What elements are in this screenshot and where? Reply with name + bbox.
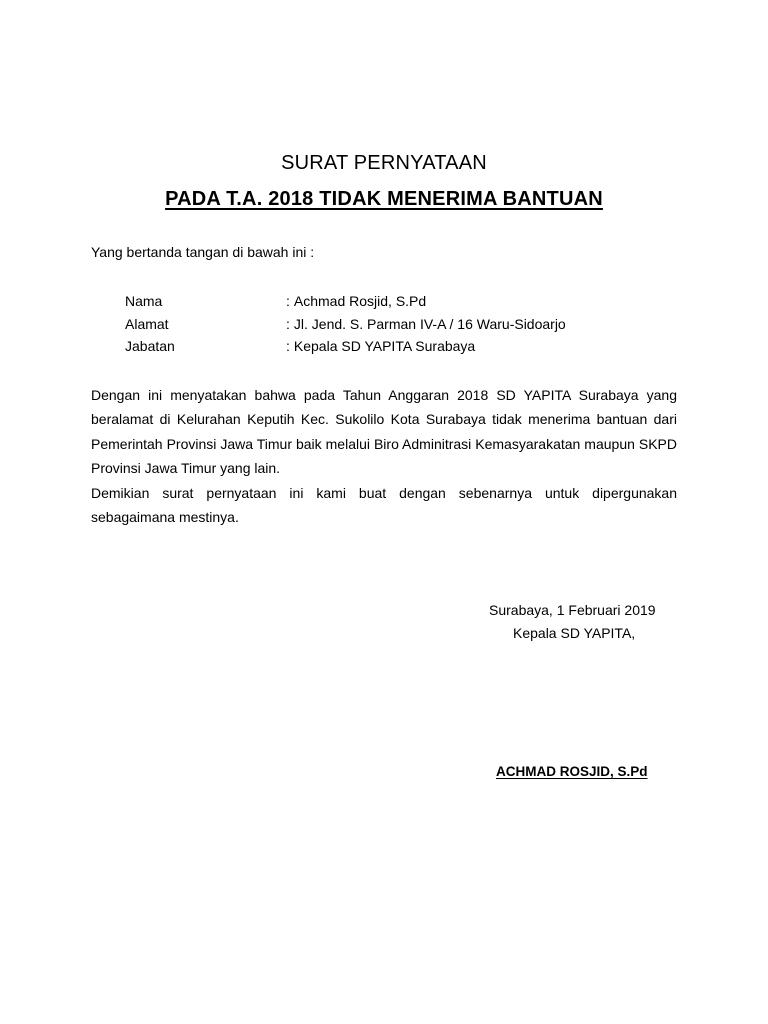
signature-position: Kepala SD YAPITA,: [513, 625, 636, 641]
closing-paragraph: Demikian surat pernyataan ini kami buat dengan sebenarnya untuk dipergunakan sebagaimana mestinya.: [91, 485, 677, 526]
identity-value: Achmad Rosjid, S.Pd: [293, 293, 427, 309]
identity-value: Jl. Jend. S. Parman IV-A / 16 Waru-Sidoarjo: [293, 315, 566, 332]
statement-paragraph: Dengan ini menyatakan bahwa pada Tahun Anggaran 2018 SD YAPITA Surabaya yang beralamat di Kelurahan Keputih Kec. Sukolilo Kota Surabaya tidak menerima bantuan dari Pemerintah Provinsi Jawa Timur baik melalui Biro Adminitrasi Kemasyarakatan maupun SKPD Provinsi Jawa Timur yang lain.: [91, 387, 677, 476]
identity-row-alamat: [125, 313, 566, 336]
document-subtitle-text: PADA T.A. 2018 TIDAK MENERIMA BANTUAN: [165, 188, 603, 210]
identity-colon: :: [286, 338, 290, 354]
identity-block: [125, 290, 566, 358]
identity-value: Kepala SD YAPITA Surabaya: [293, 338, 476, 354]
identity-row-jabatan: [125, 335, 566, 358]
identity-label: Jabatan: [125, 338, 175, 354]
document-title: SURAT PERNYATAAN: [281, 152, 487, 174]
signatory-name: ACHMAD ROSJID, S.Pd: [496, 764, 648, 779]
signature-place-date: Surabaya, 1 Februari 2019: [489, 602, 656, 618]
identity-colon: :: [286, 315, 290, 332]
identity-label: Nama: [125, 293, 163, 309]
document-subtitle: [0, 188, 768, 211]
identity-label: Alamat: [125, 315, 169, 332]
identity-colon: :: [286, 293, 290, 309]
intro-text: Yang bertanda tangan di bawah ini :: [91, 244, 315, 260]
identity-row-nama: [125, 290, 566, 313]
